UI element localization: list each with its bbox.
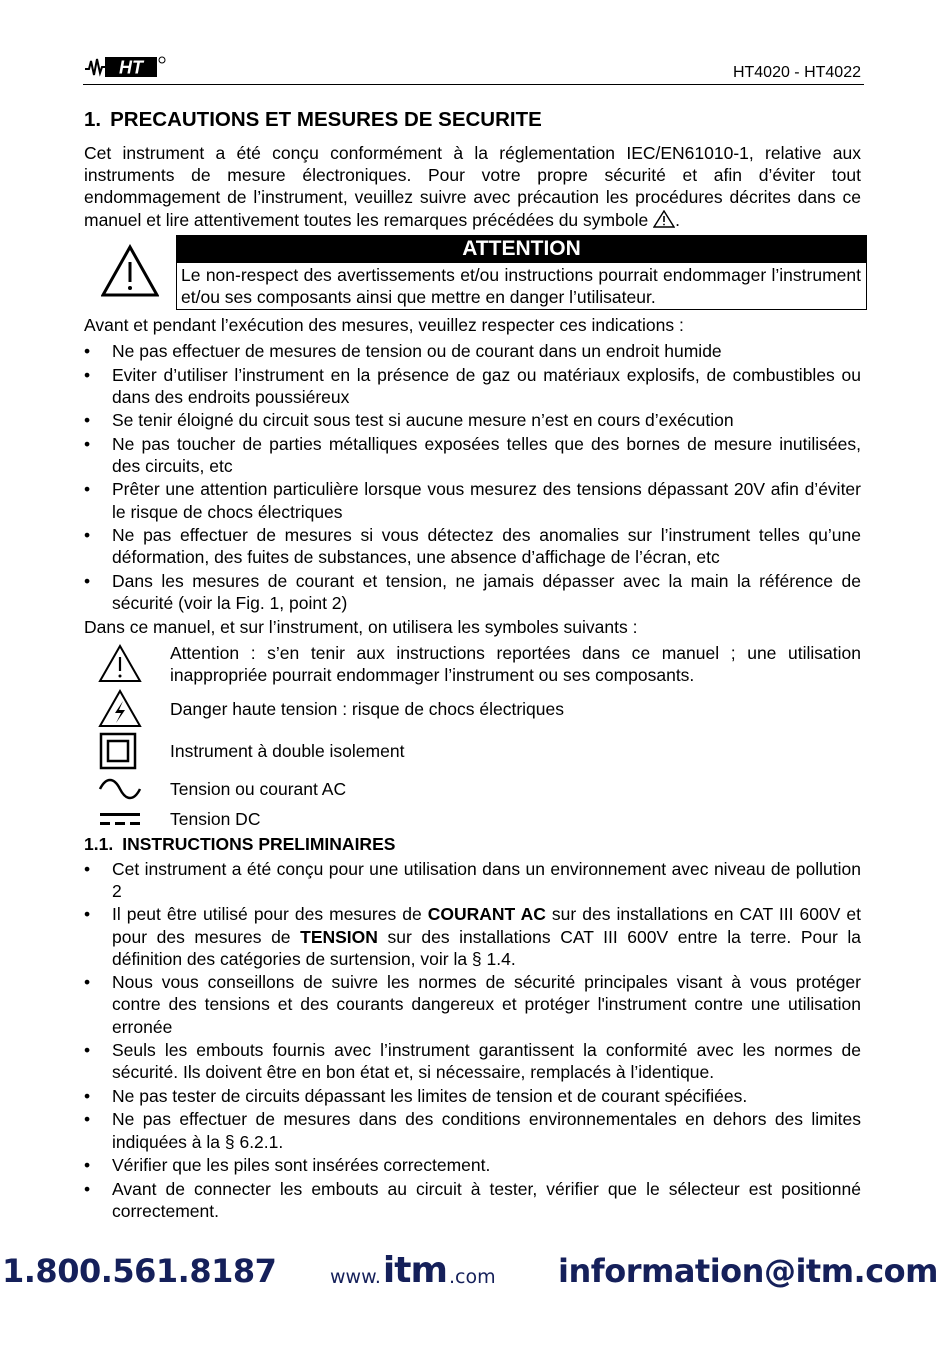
list-item: • Cet instrument a été conçu pour une utilisation dans un environnement avec niveau de pollution 2	[84, 858, 861, 902]
symbol-icon-cell	[84, 689, 170, 729]
logo-text: HT	[119, 57, 143, 78]
footer-banner	[0, 1248, 950, 1292]
subsection-title: INSTRUCTIONS PRELIMINAIRES	[122, 834, 396, 855]
list-item: • Nous vous conseillons de suivre les normes de sécurité principales visant à vous protéger contre des tensions et des courants dangereux et protéger l'instrument contre une utilisation erronée	[84, 971, 861, 1038]
attention-box	[84, 235, 861, 310]
symbol-text: Attention : s’en tenir aux instructions reportées dans ce manuel ; une utilisation inappropriée pourrait endommager l’instrument ou ses composants.	[170, 643, 861, 686]
bold-term: COURANT AC	[427, 904, 546, 925]
warning-triangle-icon	[98, 644, 142, 684]
before-text: Avant et pendant l’exécution des mesures, veuillez respecter ces indications :	[84, 314, 684, 335]
list-item: • Ne pas effectuer de mesures dans des conditions environnementales en dehors des limites indiquées à la § 6.2.1.	[84, 1108, 861, 1152]
double-insulation-icon	[98, 732, 138, 770]
intro-text: Cet instrument a été conçu conformément à la réglementation IEC/EN61010-1, relative aux instruments de mesure électroniques. Pour votre propre sécurité et afin d’éviter tout endommagement de l’instrument, veuillez suivre avec précaution les procédures décrites dans ce manuel et lire attentivement toutes les remarques précédées du symbole	[84, 143, 861, 230]
symbol-row-high-voltage	[84, 687, 861, 731]
bold-term: TENSION	[300, 926, 378, 947]
list-item	[84, 903, 861, 970]
subsection-number: 1.1.	[84, 834, 114, 855]
symbol-row-double-insulation	[84, 731, 861, 771]
header-divider	[83, 84, 864, 85]
symbol-row-dc	[84, 806, 861, 832]
intro-end: .	[675, 209, 680, 230]
list-item: • Avant de connecter les embouts au circuit à tester, vérifier que le sélecteur est positionné correctement.	[84, 1178, 861, 1222]
dc-icon	[98, 810, 142, 828]
footer-phone[interactable]: 1.800.561.8187	[2, 1252, 277, 1290]
symbol-icon-cell	[84, 644, 170, 684]
attention-text: Le non-respect des avertissements et/ou instructions pourrait endommager l’instrument et/ou ses composants ainsi que mettre en danger l’utilisateur.	[176, 262, 867, 310]
symbol-row-warning	[84, 641, 861, 687]
precautions-list	[84, 340, 861, 614]
list-item: • Vérifier que les piles sont insérées correctement.	[84, 1154, 861, 1176]
symbol-icon-cell	[84, 732, 170, 770]
list-item: • Ne pas toucher de parties métalliques exposées telles que des bornes de mesure inutilisées, des circuits, etc	[84, 433, 861, 477]
subsection-heading	[84, 833, 861, 855]
symbol-row-ac	[84, 771, 861, 806]
attention-content	[176, 235, 867, 310]
web-prefix: www.	[330, 1266, 381, 1288]
list-item: • Ne pas effectuer de mesures de tension ou de courant dans un endroit humide	[84, 340, 861, 362]
attention-title: ATTENTION	[176, 235, 867, 262]
ac-sine-icon	[98, 777, 142, 801]
warning-icon	[653, 210, 675, 228]
symbol-text: Instrument à double isolement	[170, 741, 405, 762]
list-item: • Seuls les embouts fournis avec l’instrument garantissent la conformité avec les normes de sécurité. Ils doivent être en bon état et, si nécessaire, remplacés à l’identique.	[84, 1039, 861, 1083]
section-title: PRECAUTIONS ET MESURES DE SECURITE	[110, 108, 542, 131]
list-item: • Prêter une attention particulière lorsque vous mesurez des tensions dépassant 20V afin d’éviter le risque de chocs électriques	[84, 478, 861, 522]
model-number: HT4020 - HT4022	[732, 64, 861, 81]
symbols-list	[84, 641, 861, 832]
symbol-icon-cell	[84, 777, 170, 801]
footer-website[interactable]	[330, 1250, 496, 1291]
symbol-icon-cell	[84, 810, 170, 828]
symbols-intro: Dans ce manuel, et sur l’instrument, on utilisera les symboles suivants :	[84, 617, 638, 638]
web-brand: itm	[382, 1250, 447, 1291]
web-suffix: .com	[448, 1266, 496, 1288]
list-item: • Ne pas tester de circuits dépassant les limites de tension et de courant spécifiées.	[84, 1085, 861, 1107]
list-text: sur des installations en CAT III 600V et pour des mesures de	[112, 904, 862, 947]
attention-icon-container	[84, 239, 176, 303]
high-voltage-icon	[98, 689, 142, 729]
list-item: • Ne pas effectuer de mesures si vous détectez des anomalies sur l’instrument telles qu’une déformation, des fuites de substances, une absence d’affichage de l’écran, etc	[84, 524, 861, 568]
list-item: • Se tenir éloigné du circuit sous test si aucune mesure n’est en cours d’exécution	[84, 409, 861, 431]
symbol-text: Tension ou courant AC	[170, 778, 347, 799]
list-text: Il peut être utilisé pour des mesures de	[112, 904, 428, 925]
section-heading	[84, 106, 861, 134]
list-text: sur des installations CAT III 600V entre la terre. Pour la définition des catégories de surtension, voir la § 1.4.	[112, 926, 861, 969]
instructions-list	[84, 858, 861, 1222]
symbol-text: Danger haute tension : risque de chocs électriques	[170, 699, 564, 720]
footer-email[interactable]: information@itm.com	[558, 1252, 938, 1290]
page-content	[84, 106, 861, 1224]
warning-triangle-icon	[101, 244, 159, 298]
list-item: • Dans les mesures de courant et tension, ne jamais dépasser avec la main la référence de sécurité (voir la Fig. 1, point 2)	[84, 570, 861, 614]
section-number: 1.	[84, 108, 102, 131]
ht-logo	[83, 55, 167, 79]
symbol-text: Tension DC	[170, 809, 261, 830]
list-item: • Eviter d’utiliser l’instrument en la présence de gaz ou matériaux explosifs, de combustibles ou dans des endroits poussiéreux	[84, 364, 861, 408]
intro-paragraph	[84, 142, 861, 231]
